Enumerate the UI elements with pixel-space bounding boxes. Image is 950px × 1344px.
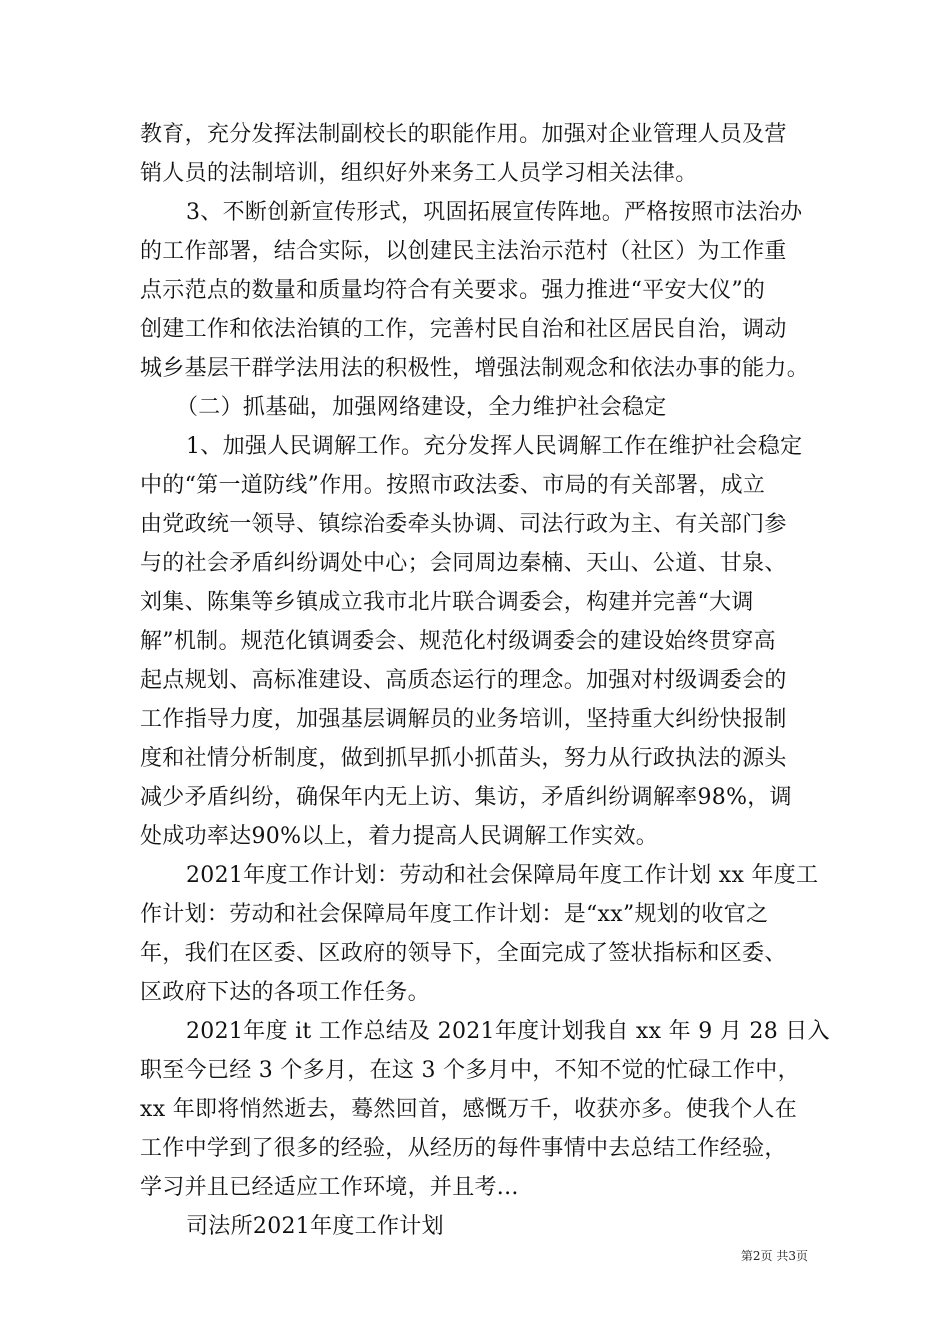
paragraph-line: 中的“第一道防线”作用。按照市政法委、市局的有关部署，成立 (140, 473, 766, 498)
paragraph-line: 度和社情分析制度，做到抓早抓小抓苗头，努力从行政执法的源头 (140, 746, 787, 771)
paragraph-line: 解”机制。规范化镇调委会、规范化村级调委会的建设始终贯穿高 (140, 629, 776, 654)
paragraph-line: 年，我们在区委、区政府的领导下，全面完成了签状指标和区委、 (140, 941, 787, 966)
paragraph-line: 2021年度工作计划：劳动和社会保障局年度工作计划 xx 年度工 (186, 863, 819, 888)
page-number: 第2页 共3页 (740, 1249, 808, 1263)
paragraph-line: 2021年度 it 工作总结及 2021年度计划我自 xx 年 9 月 28 日入 (186, 1019, 830, 1044)
paragraph-line: 1、加强人民调解工作。充分发挥人民调解工作在维护社会稳定 (186, 434, 803, 459)
paragraph-line: 与的社会矛盾纠纷调处中心；会同周边秦楠、天山、公道、甘泉、 (140, 551, 787, 576)
paragraph-line: 刘集、陈集等乡镇成立我市北片联合调委会，构建并完善“大调 (140, 590, 754, 615)
paragraph-line: 城乡基层干群学法用法的积极性，增强法制观念和依法办事的能力。 (140, 356, 810, 381)
paragraph-line: 处成功率达90%以上，着力提高人民调解工作实效。 (140, 824, 659, 849)
section-heading: （二）抓基础，加强网络建设，全力维护社会稳定 (176, 395, 667, 420)
paragraph-line: 教育，充分发挥法制副校长的职能作用。加强对企业管理人员及营 (140, 122, 787, 147)
paragraph-line: 职至今已经 3 个多月，在这 3 个多月中，不知不觉的忙碌工作中， (140, 1058, 800, 1083)
paragraph-line: 起点规划、高标准建设、高质态运行的理念。加强对村级调委会的 (140, 668, 787, 693)
paragraph-line: xx 年即将悄然逝去，蓦然回首，感慨万千，收获亦多。使我个人在 (140, 1097, 798, 1122)
paragraph-line: 由党政统一领导、镇综治委牵头协调、司法行政为主、有关部门参 (140, 512, 787, 537)
paragraph-line: 的工作部署，结合实际，以创建民主法治示范村（社区）为工作重 (140, 239, 787, 264)
paragraph-line: 学习并且已经适应工作环境，并且考... (140, 1175, 519, 1200)
paragraph-line: 销人员的法制培训，组织好外来务工人员学习相关法律。 (140, 161, 698, 186)
paragraph-line: 工作指导力度，加强基层调解员的业务培训，坚持重大纠纷快报制 (140, 707, 787, 732)
paragraph-line: 司法所2021年度工作计划 (186, 1214, 444, 1239)
paragraph-line: 点示范点的数量和质量均符合有关要求。强力推进“平安大仪”的 (140, 278, 766, 303)
paragraph-line: 3、不断创新宣传形式，巩固拓展宣传阵地。严格按照市法治办 (186, 200, 803, 225)
paragraph-line: 创建工作和依法治镇的工作，完善村民自治和社区居民自治，调动 (140, 317, 787, 342)
paragraph-line: 区政府下达的各项工作任务。 (140, 980, 430, 1005)
paragraph-line: 工作中学到了很多的经验，从经历的每件事情中去总结工作经验， (140, 1136, 787, 1161)
paragraph-line: 作计划：劳动和社会保障局年度工作计划：是“xx”规划的收官之 (140, 902, 769, 927)
paragraph-line: 减少矛盾纠纷，确保年内无上访、集访，矛盾纠纷调解率98%，调 (140, 785, 792, 810)
